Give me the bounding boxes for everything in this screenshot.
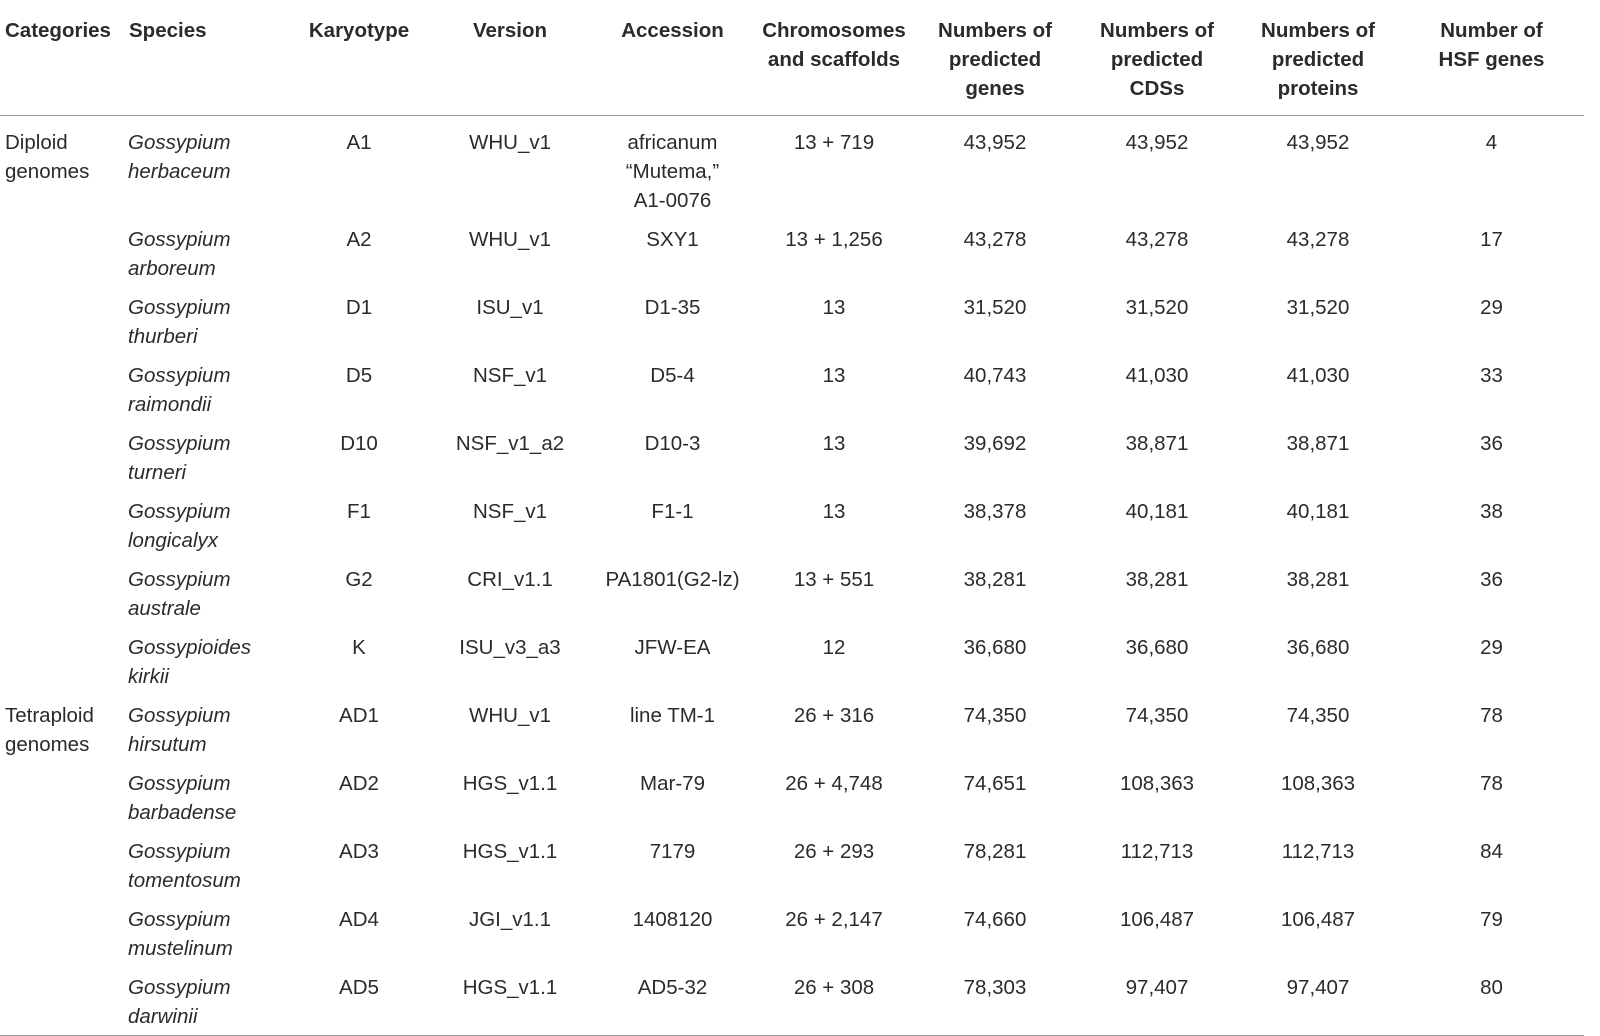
accession-cell — [590, 355, 755, 423]
category-cell — [0, 899, 124, 967]
chromosomes-cell: 13 — [822, 500, 846, 523]
chromosomes-cell: 26 + 293 — [793, 840, 875, 863]
karyotype-cell: D10 — [340, 432, 378, 455]
table-row — [0, 559, 1584, 627]
hsf-genes-cell: 78 — [1480, 704, 1503, 727]
column-header-line: Version — [472, 19, 548, 42]
species-cell — [124, 831, 288, 899]
category-cell — [0, 831, 124, 899]
table-row — [0, 423, 1584, 491]
column-header-line: predicted — [1271, 48, 1365, 71]
version-cell: JGI_v1.1 — [468, 908, 552, 931]
cds-cell: 97,407 — [1125, 976, 1189, 999]
accession-cell — [590, 559, 755, 627]
accession-line: “Mutema,” — [625, 160, 720, 183]
species-line: Gossypium — [128, 500, 231, 523]
proteins-cell: 40,181 — [1286, 500, 1350, 523]
column-header-line: predicted — [948, 48, 1042, 71]
table-body — [0, 116, 1584, 1036]
version-cell: NSF_v1_a2 — [455, 432, 565, 455]
species-line: turneri — [128, 461, 187, 484]
accession-line: D1-35 — [644, 296, 701, 319]
accession-cell — [590, 831, 755, 899]
proteins-cell: 74,350 — [1286, 704, 1350, 727]
genes-cell: 74,350 — [963, 704, 1027, 727]
cds-cell: 43,278 — [1125, 228, 1189, 251]
proteins-cell: 41,030 — [1286, 364, 1350, 387]
column-header-hsf — [1399, 10, 1584, 116]
category-line: genomes — [5, 733, 90, 756]
table-row — [0, 831, 1584, 899]
genes-cell: 38,281 — [963, 568, 1027, 591]
genes-cell: 74,651 — [963, 772, 1027, 795]
version-cell: WHU_v1 — [468, 228, 551, 251]
table-row — [0, 355, 1584, 423]
karyotype-cell: A1 — [346, 131, 372, 154]
category-line: Diploid — [5, 131, 68, 154]
species-line: Gossypium — [128, 704, 231, 727]
species-cell — [124, 116, 288, 220]
species-line: Gossypium — [128, 908, 231, 931]
category-cell — [0, 491, 124, 559]
column-header-line: Accession — [621, 19, 724, 42]
column-header-line: genes — [965, 77, 1025, 100]
species-line: Gossypium — [128, 976, 231, 999]
species-cell — [124, 899, 288, 967]
karyotype-cell: AD1 — [339, 704, 379, 727]
species-line: Gossypium — [128, 131, 231, 154]
species-line: raimondii — [128, 393, 212, 416]
species-line: kirkii — [128, 665, 169, 688]
category-cell — [0, 627, 124, 695]
category-cell — [0, 355, 124, 423]
species-line: thurberi — [128, 325, 198, 348]
proteins-cell: 106,487 — [1280, 908, 1356, 931]
karyotype-cell: D1 — [345, 296, 373, 319]
species-cell — [124, 491, 288, 559]
accession-line: JFW-EA — [634, 636, 711, 659]
proteins-cell: 38,871 — [1286, 432, 1350, 455]
chromosomes-cell: 12 — [822, 636, 846, 659]
cds-cell: 106,487 — [1119, 908, 1195, 931]
species-cell — [124, 967, 288, 1036]
hsf-genes-cell: 78 — [1480, 772, 1503, 795]
table-row — [0, 287, 1584, 355]
column-header-line: predicted — [1110, 48, 1204, 71]
species-cell — [124, 627, 288, 695]
hsf-genes-cell: 36 — [1480, 568, 1503, 591]
category-cell — [0, 423, 124, 491]
species-line: Gossypioides — [128, 636, 252, 659]
column-header-line: Karyotype — [308, 19, 410, 42]
species-cell — [124, 287, 288, 355]
accession-cell — [590, 967, 755, 1036]
chromosomes-cell: 13 — [822, 364, 846, 387]
accession-line: D5-4 — [650, 364, 695, 387]
version-cell: HGS_v1.1 — [462, 976, 558, 999]
column-header-line: Numbers of — [1100, 19, 1214, 42]
accession-cell — [590, 423, 755, 491]
column-header-species — [124, 10, 288, 116]
accession-line: africanum — [627, 131, 718, 154]
table-row — [0, 491, 1584, 559]
species-line: Gossypium — [128, 568, 231, 591]
accession-line: F1-1 — [651, 500, 694, 523]
proteins-cell: 108,363 — [1280, 772, 1356, 795]
karyotype-cell: A2 — [346, 228, 372, 251]
species-line: hirsutum — [128, 733, 207, 756]
species-line: arboreum — [128, 257, 216, 280]
hsf-genes-cell: 17 — [1480, 228, 1503, 251]
hsf-genes-cell: 29 — [1480, 636, 1503, 659]
column-header-accession — [590, 10, 755, 116]
column-header-line: Chromosomes — [762, 19, 906, 42]
cds-cell: 40,181 — [1125, 500, 1189, 523]
species-cell — [124, 219, 288, 287]
version-cell: WHU_v1 — [468, 131, 551, 154]
species-cell — [124, 763, 288, 831]
karyotype-cell: G2 — [345, 568, 373, 591]
accession-line: AD5-32 — [637, 976, 708, 999]
genes-cell: 78,281 — [963, 840, 1027, 863]
column-header-line: Number of — [1440, 19, 1543, 42]
column-header-line: Numbers of — [938, 19, 1052, 42]
karyotype-cell: AD3 — [339, 840, 379, 863]
accession-cell — [590, 219, 755, 287]
column-header-line: proteins — [1277, 77, 1359, 100]
genome-table-container — [0, 10, 1584, 1036]
karyotype-cell: AD2 — [339, 772, 379, 795]
species-line: mustelinum — [128, 937, 233, 960]
species-cell — [124, 355, 288, 423]
species-cell — [124, 559, 288, 627]
column-header-line: and scaffolds — [767, 48, 901, 71]
accession-line: 1408120 — [632, 908, 713, 931]
karyotype-cell: AD4 — [339, 908, 379, 931]
category-cell — [0, 695, 124, 763]
proteins-cell: 112,713 — [1281, 840, 1355, 863]
species-cell — [124, 423, 288, 491]
cds-cell: 31,520 — [1125, 296, 1189, 319]
cds-cell: 38,871 — [1125, 432, 1189, 455]
hsf-genes-cell: 80 — [1480, 976, 1503, 999]
chromosomes-cell: 13 — [822, 432, 846, 455]
version-cell: WHU_v1 — [468, 704, 551, 727]
karyotype-cell: F1 — [347, 500, 371, 523]
cds-cell: 38,281 — [1125, 568, 1189, 591]
genes-cell: 40,743 — [963, 364, 1027, 387]
chromosomes-cell: 13 + 551 — [793, 568, 875, 591]
column-header-categories — [0, 10, 124, 116]
hsf-genes-cell: 38 — [1480, 500, 1503, 523]
accession-line: PA1801(G2-lz) — [605, 568, 740, 591]
column-header-line: Numbers of — [1261, 19, 1375, 42]
accession-line: D10-3 — [644, 432, 701, 455]
accession-cell — [590, 287, 755, 355]
genes-cell: 31,520 — [963, 296, 1027, 319]
accession-line: line TM-1 — [629, 704, 716, 727]
hsf-genes-cell: 84 — [1480, 840, 1503, 863]
hsf-genes-cell: 4 — [1485, 131, 1498, 154]
column-header-line: CDSs — [1129, 77, 1185, 100]
hsf-genes-cell: 36 — [1480, 432, 1503, 455]
cds-cell: 41,030 — [1125, 364, 1189, 387]
category-cell — [0, 967, 124, 1036]
proteins-cell: 36,680 — [1286, 636, 1350, 659]
accession-cell — [590, 763, 755, 831]
genes-cell: 43,952 — [963, 131, 1027, 154]
genome-table — [0, 10, 1584, 1036]
version-cell: ISU_v1 — [476, 296, 544, 319]
species-line: darwinii — [128, 1005, 198, 1028]
accession-cell — [590, 491, 755, 559]
cds-cell: 112,713 — [1120, 840, 1194, 863]
accession-cell — [590, 899, 755, 967]
version-cell: HGS_v1.1 — [462, 840, 558, 863]
accession-line: Mar-79 — [640, 772, 705, 795]
table-row — [0, 899, 1584, 967]
species-line: Gossypium — [128, 772, 231, 795]
chromosomes-cell: 13 + 1,256 — [785, 228, 883, 251]
hsf-genes-cell: 33 — [1480, 364, 1503, 387]
chromosomes-cell: 26 + 2,147 — [785, 908, 883, 931]
species-line: barbadense — [128, 801, 237, 824]
species-line: Gossypium — [128, 228, 231, 251]
chromosomes-cell: 26 + 316 — [793, 704, 875, 727]
species-line: longicalyx — [128, 529, 219, 552]
version-cell: CRI_v1.1 — [467, 568, 553, 591]
genes-cell: 36,680 — [963, 636, 1027, 659]
column-header-line: Categories — [5, 19, 111, 42]
genes-cell: 38,378 — [963, 500, 1027, 523]
proteins-cell: 31,520 — [1286, 296, 1350, 319]
cds-cell: 74,350 — [1125, 704, 1189, 727]
proteins-cell: 43,952 — [1286, 131, 1350, 154]
category-cell — [0, 763, 124, 831]
accession-cell — [590, 116, 755, 220]
species-line: Gossypium — [128, 840, 231, 863]
column-header-cds — [1077, 10, 1237, 116]
cds-cell: 108,363 — [1119, 772, 1195, 795]
chromosomes-cell: 13 — [822, 296, 846, 319]
proteins-cell: 97,407 — [1286, 976, 1350, 999]
table-header-row — [0, 10, 1584, 116]
column-header-line: Species — [129, 19, 207, 42]
column-header-genes — [913, 10, 1077, 116]
species-line: Gossypium — [128, 364, 231, 387]
karyotype-cell: K — [352, 636, 366, 659]
species-line: herbaceum — [128, 160, 231, 183]
species-line: Gossypium — [128, 432, 231, 455]
table-row — [0, 695, 1584, 763]
column-header-karyotype — [288, 10, 430, 116]
karyotype-cell: D5 — [345, 364, 373, 387]
genes-cell: 39,692 — [963, 432, 1027, 455]
accession-line: SXY1 — [646, 228, 699, 251]
karyotype-cell: AD5 — [339, 976, 379, 999]
version-cell: NSF_v1 — [472, 500, 548, 523]
version-cell: ISU_v3_a3 — [459, 636, 561, 659]
proteins-cell: 38,281 — [1286, 568, 1350, 591]
genes-cell: 74,660 — [963, 908, 1027, 931]
table-row — [0, 219, 1584, 287]
column-header-version — [430, 10, 590, 116]
version-cell: NSF_v1 — [472, 364, 548, 387]
proteins-cell: 43,278 — [1286, 228, 1350, 251]
category-cell — [0, 559, 124, 627]
table-row — [0, 967, 1584, 1036]
column-header-proteins — [1237, 10, 1399, 116]
hsf-genes-cell: 79 — [1480, 908, 1503, 931]
genes-cell: 78,303 — [963, 976, 1027, 999]
cds-cell: 43,952 — [1125, 131, 1189, 154]
species-line: tomentosum — [128, 869, 241, 892]
column-header-chromosomes — [755, 10, 913, 116]
genes-cell: 43,278 — [963, 228, 1027, 251]
category-cell — [0, 219, 124, 287]
hsf-genes-cell: 29 — [1480, 296, 1503, 319]
accession-line: 7179 — [649, 840, 696, 863]
species-line: australe — [128, 597, 201, 620]
cds-cell: 36,680 — [1125, 636, 1189, 659]
category-line: Tetraploid — [5, 704, 94, 727]
accession-cell — [590, 627, 755, 695]
accession-line: A1-0076 — [633, 189, 712, 212]
species-cell — [124, 695, 288, 763]
table-row — [0, 627, 1584, 695]
chromosomes-cell: 26 + 308 — [793, 976, 875, 999]
version-cell: HGS_v1.1 — [462, 772, 558, 795]
species-line: Gossypium — [128, 296, 231, 319]
category-cell — [0, 116, 124, 220]
table-row — [0, 763, 1584, 831]
column-header-line: HSF genes — [1438, 48, 1545, 71]
accession-cell — [590, 695, 755, 763]
category-line: genomes — [5, 160, 90, 183]
table-row — [0, 116, 1584, 220]
category-cell — [0, 287, 124, 355]
chromosomes-cell: 13 + 719 — [793, 131, 875, 154]
chromosomes-cell: 26 + 4,748 — [785, 772, 883, 795]
